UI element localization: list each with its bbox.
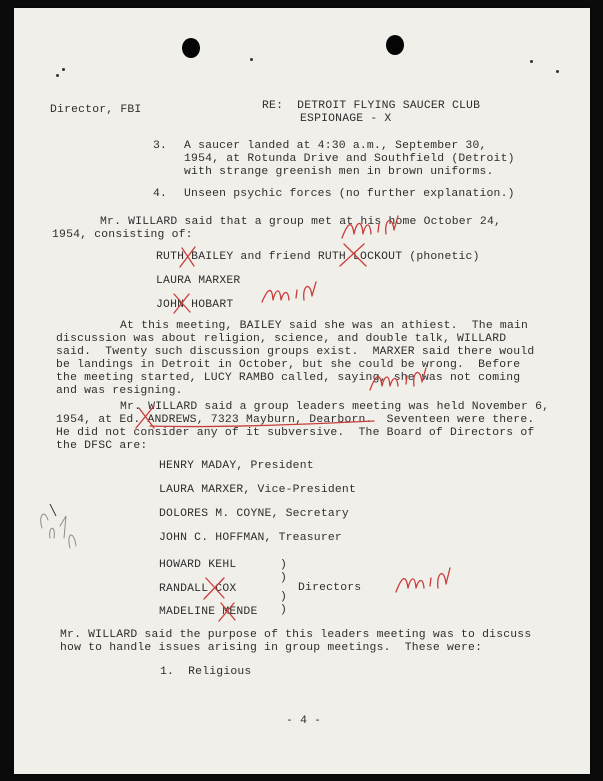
speck — [250, 58, 253, 61]
margin-tick — [50, 504, 56, 516]
list-item: 1. Religious — [160, 666, 252, 678]
paragraph-line: Mr. WILLARD said the purpose of this leaders meeting was to discuss — [60, 629, 532, 641]
directors-bracket: ) — [280, 604, 288, 616]
pencil-margin-note — [41, 514, 76, 548]
member-line: JOHN HOBART — [156, 299, 234, 311]
paragraph-line: 1954, at Ed. ANDREWS, 7323 Mayburn, Dearborn. Seventeen were there. — [56, 414, 535, 426]
page-number: - 4 - — [286, 715, 322, 727]
paragraph-line: said. Twenty such discussion groups exist. MARXER said there would — [56, 346, 535, 358]
paragraph-line: how to handle issues arising in group meetings. These were: — [60, 642, 483, 654]
board-officer: DOLORES M. COYNE, Secretary — [159, 508, 349, 520]
board-director: HOWARD KEHL — [159, 559, 237, 571]
speck — [62, 68, 65, 71]
speck — [56, 74, 59, 77]
paragraph-line: Mr. WILLARD said that a group met at his home October 24, — [100, 216, 502, 228]
paragraph-line: and was resigning. — [56, 385, 183, 397]
speck — [556, 70, 559, 73]
directors-bracket: ) — [280, 572, 288, 584]
paragraph-line: 1954, consisting of: — [52, 229, 193, 241]
handwritten-initials — [262, 282, 316, 302]
paragraph-line: He did not consider any of it subversive. The Board of Directors of — [56, 427, 535, 439]
board-officer: HENRY MADAY, President — [159, 460, 314, 472]
directors-label: Directors — [298, 582, 362, 594]
item-line: Unseen psychic forces (no further explanation.) — [184, 188, 515, 200]
item-number: 3. — [153, 140, 168, 152]
directors-bracket: ) — [280, 591, 288, 603]
item-line: A saucer landed at 4:30 a.m., September 30, — [184, 140, 487, 152]
item-number: 4. — [153, 188, 168, 200]
paragraph-line: discussion was about religion, science, and double talk, WILLARD — [56, 333, 507, 345]
paragraph-line: be landings in Detroit in October, but she could be wrong. Before — [56, 359, 521, 371]
directors-bracket: ) — [280, 559, 288, 571]
paragraph-line: At this meeting, BAILEY said she was an athiest. The main — [120, 320, 529, 332]
board-officer: JOHN C. HOFFMAN, Treasurer — [159, 532, 342, 544]
subject-line-2: ESPIONAGE - X — [300, 113, 392, 125]
paragraph-line: Mr. WILLARD said a group leaders meeting was held November 6, — [120, 401, 550, 413]
to-line: Director, FBI — [50, 104, 142, 116]
item-line: with strange greenish men in brown uniforms. — [184, 166, 494, 178]
subject-line-1: RE: DETROIT FLYING SAUCER CLUB — [262, 100, 481, 112]
speck — [530, 60, 533, 63]
item-line: 1954, at Rotunda Drive and Southfield (Detroit) — [184, 153, 515, 165]
handwritten-initials — [396, 568, 450, 592]
member-line: RUTH BAILEY and friend RUTH LOCKOUT (phonetic) — [156, 251, 480, 263]
punch-hole-right — [386, 35, 404, 55]
board-director: RANDALL COX — [159, 583, 237, 595]
board-director: MADELINE MENDE — [159, 606, 258, 618]
paragraph-line: the DFSC are: — [56, 440, 148, 452]
member-line: LAURA MARXER — [156, 275, 241, 287]
punch-hole-left — [182, 38, 200, 58]
paragraph-line: the meeting started, LUCY RAMBO called, saying, she was not coming — [56, 372, 521, 384]
document-page — [14, 8, 590, 774]
board-officer: LAURA MARXER, Vice-President — [159, 484, 356, 496]
